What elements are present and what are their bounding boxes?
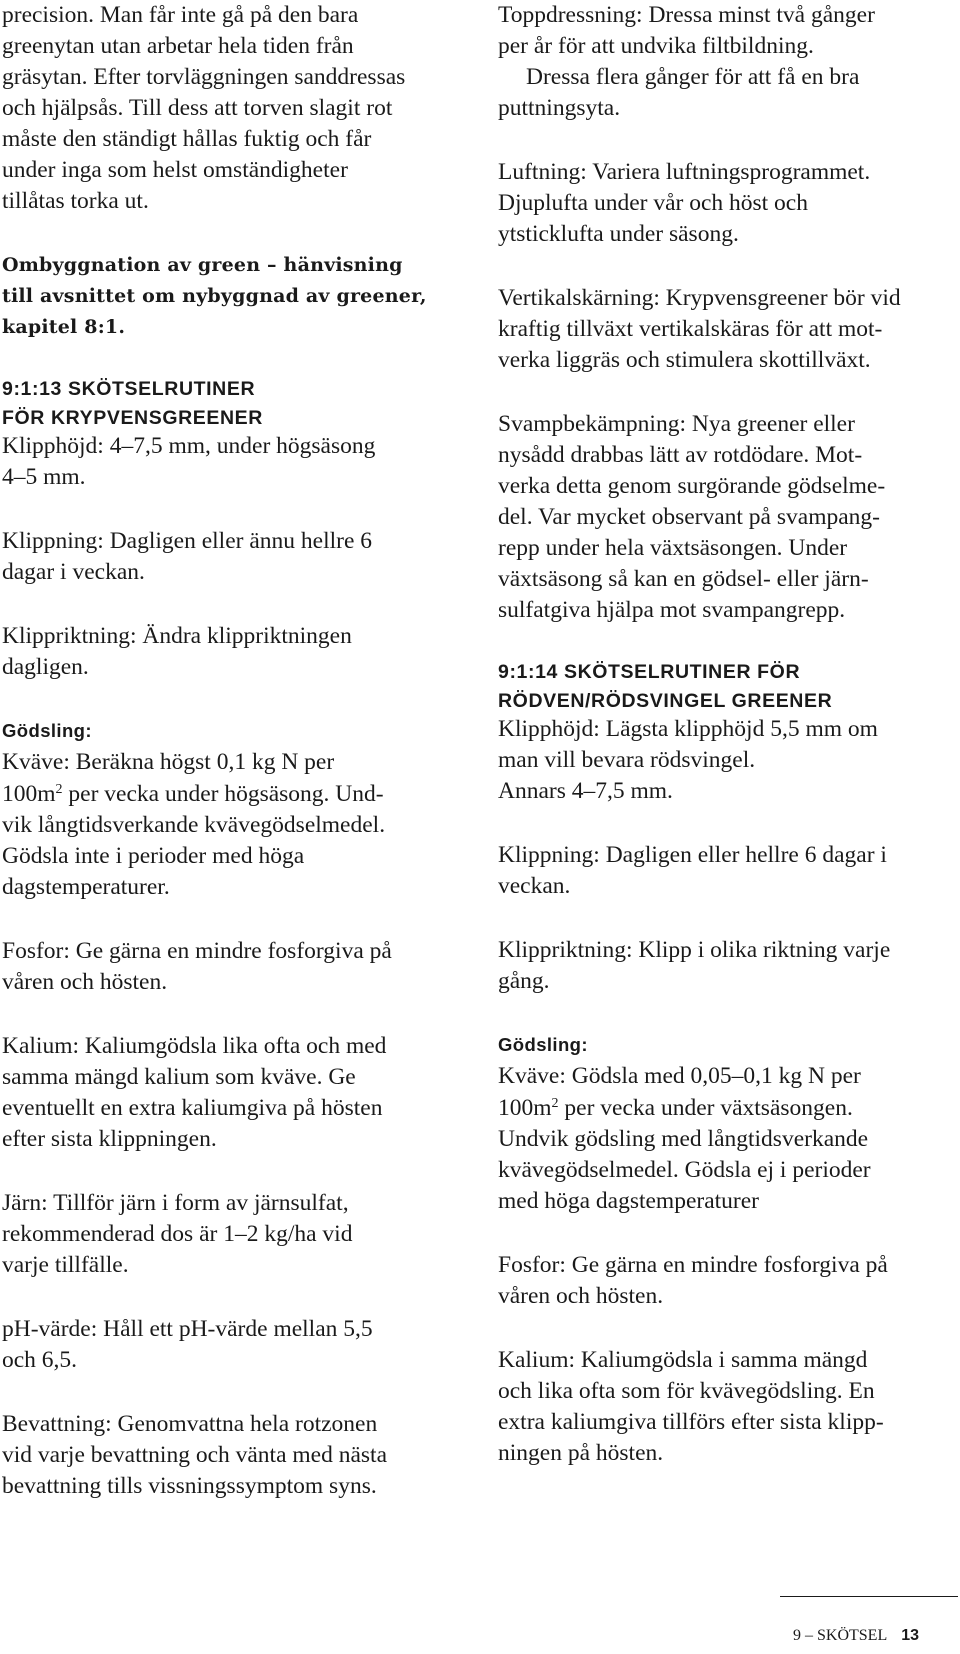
- intro-line: precision. Man får inte gå på den bara: [2, 2, 359, 28]
- kvave-line: Kväve: Gödsla med 0,05–0,1 kg N per: [498, 1063, 861, 1089]
- kalium-line: ningen på hösten.: [498, 1440, 664, 1466]
- page-footer: [793, 1626, 919, 1646]
- kvave-line: Kväve: Beräkna högst 0,1 kg N per: [2, 749, 335, 775]
- bevattning-line: bevattning tills vissningssymptom syns.: [2, 1473, 377, 1499]
- godsling-label: Gödsling:: [498, 1034, 588, 1055]
- bevattning-line: vid varje bevattning och vänta med nästa: [2, 1442, 388, 1468]
- jarn-line: rekommenderad dos är 1–2 kg/ha vid: [2, 1221, 353, 1247]
- klippning-line: dagar i veckan.: [2, 559, 145, 585]
- kvave-line: kvävegödselmedel. Gödsla ej i perioder: [498, 1157, 871, 1183]
- klippriktning-line: Klippriktning: Ändra klippriktningen: [2, 623, 352, 649]
- kvave-line: $100m^2$ per vecka under växtsäsongen.: [498, 1095, 853, 1121]
- toppdressning-line: Toppdressning: Dressa minst två gånger: [498, 2, 875, 28]
- intro-line: och hjälpsås. Till dess att torven slagit rot: [2, 95, 393, 121]
- kalium-line: efter sista klippningen.: [2, 1126, 217, 1152]
- kvave-line: vik långtidsverkande kvävegödselmedel.: [2, 812, 386, 838]
- section-heading-913: 9:1:13 SKÖTSELRUTINER: [2, 378, 256, 400]
- reference-heading-line: kapitel 8:1.: [2, 316, 126, 338]
- kvave-line: dagstemperaturer.: [2, 874, 170, 900]
- svamp-line: sulfatgiva hjälpa mot svampangrepp.: [498, 597, 846, 623]
- kvave-line: Gödsla inte i perioder med höga: [2, 843, 305, 869]
- luftning-line: ytsticklufta under säsong.: [498, 221, 739, 247]
- section-heading-914: RÖDVEN/RÖDSVINGEL GREENER: [498, 690, 833, 712]
- intro-line: tillåtas torka ut.: [2, 188, 149, 214]
- reference-heading-line: till avsnittet om nybyggnad av greener,: [2, 285, 427, 307]
- jarn-line: varje tillfälle.: [2, 1252, 129, 1278]
- fosfor-line: Fosfor: Ge gärna en mindre fosforgiva på: [2, 938, 392, 964]
- svamp-line: nysådd drabbas lätt av rotdödare. Mot-: [498, 442, 863, 468]
- svamp-line: verka detta genom surgörande gödselme-: [498, 473, 886, 499]
- footer-section: 9 – SKÖTSEL: [793, 1627, 888, 1644]
- kalium-line: eventuellt en extra kaliumgiva på hösten: [2, 1095, 383, 1121]
- kalium-line: och lika ofta som för kvävegödsling. En: [498, 1378, 875, 1404]
- svamp-line: Svampbekämpning: Nya greener eller: [498, 411, 855, 437]
- section-heading-914: 9:1:14 SKÖTSELRUTINER FÖR: [498, 661, 801, 683]
- kalium-line: Kalium: Kaliumgödsla i samma mängd: [498, 1347, 868, 1373]
- svamp-line: del. Var mycket observant på svampang-: [498, 504, 880, 530]
- luftning-line: Djuplufta under vår och höst och: [498, 190, 808, 216]
- fosfor-line: Fosfor: Ge gärna en mindre fosforgiva på: [498, 1252, 888, 1278]
- klipphojd-line: Klipphöjd: 4–7,5 mm, under högsäsong: [2, 433, 376, 459]
- kvave-line: med höga dagstemperaturer: [498, 1188, 760, 1214]
- intro-line: måste den ständigt hållas fuktig och får: [2, 126, 372, 152]
- intro-line: greenytan utan arbetar hela tiden från: [2, 33, 354, 59]
- bevattning-line: Bevattning: Genomvattna hela rotzonen: [2, 1411, 378, 1437]
- klippning-line: Klippning: Dagligen eller ännu hellre 6: [2, 528, 373, 554]
- section-heading-913: FÖR KRYPVENSGREENER: [2, 407, 263, 429]
- kalium-line: extra kaliumgiva tillförs efter sista klipp-: [498, 1409, 884, 1435]
- fosfor-line: våren och hösten.: [498, 1283, 664, 1309]
- klipphojd-line: Klipphöjd: Lägsta klipphöjd 5,5 mm om: [498, 716, 878, 742]
- intro-line: gräsytan. Efter torvläggningen sanddressas: [2, 64, 406, 90]
- reference-heading-line: Ombyggnation av green – hänvisning: [2, 254, 403, 276]
- vertikal-line: Vertikalskärning: Krypvensgreener bör vid: [498, 285, 901, 311]
- klipphojd-line: 4–5 mm.: [2, 464, 86, 490]
- luftning-line: Luftning: Variera luftningsprogrammet.: [498, 159, 871, 185]
- klippriktning-line: gång.: [498, 968, 550, 994]
- vertikal-line: verka liggräs och stimulera skottillväxt.: [498, 347, 871, 373]
- svamp-line: växtsäsong så kan en gödsel- eller järn-: [498, 566, 869, 592]
- ph-line: och 6,5.: [2, 1347, 78, 1373]
- klippning-line: Klippning: Dagligen eller hellre 6 dagar i: [498, 842, 887, 868]
- jarn-line: Järn: Tillför järn i form av järnsulfat,: [2, 1190, 349, 1216]
- klipphojd-line: man vill bevara rödsvingel.: [498, 747, 756, 773]
- page-number: 13: [901, 1627, 920, 1644]
- klippriktning-line: dagligen.: [2, 654, 89, 680]
- kalium-line: samma mängd kalium som kväve. Ge: [2, 1064, 356, 1090]
- kvave-line: Undvik gödsling med långtidsverkande: [498, 1126, 869, 1152]
- intro-line: under inga som helst omständigheter: [2, 157, 348, 183]
- godsling-label: Gödsling:: [2, 720, 92, 741]
- footer-divider: [780, 1596, 958, 1597]
- kvave-line: $100m^2$ per vecka under högsäsong. Und-: [2, 781, 384, 807]
- svamp-line: repp under hela växtsäsongen. Under: [498, 535, 848, 561]
- klippriktning-line: Klippriktning: Klipp i olika riktning varje: [498, 937, 891, 963]
- ph-line: pH-värde: Håll ett pH-värde mellan 5,5: [2, 1316, 373, 1342]
- klippning-line: veckan.: [498, 873, 571, 899]
- vertikal-line: kraftig tillväxt vertikalskäras för att mot-: [498, 316, 883, 342]
- kalium-line: Kalium: Kaliumgödsla lika ofta och med: [2, 1033, 387, 1059]
- toppdressning-line: per år för att undvika filtbildning.: [498, 33, 814, 59]
- dressa-line: Dressa flera gånger för att få en bra: [526, 64, 860, 90]
- dressa-line: puttningsyta.: [498, 95, 621, 121]
- fosfor-line: våren och hösten.: [2, 969, 168, 995]
- klipphojd-line: Annars 4–7,5 mm.: [498, 778, 673, 804]
